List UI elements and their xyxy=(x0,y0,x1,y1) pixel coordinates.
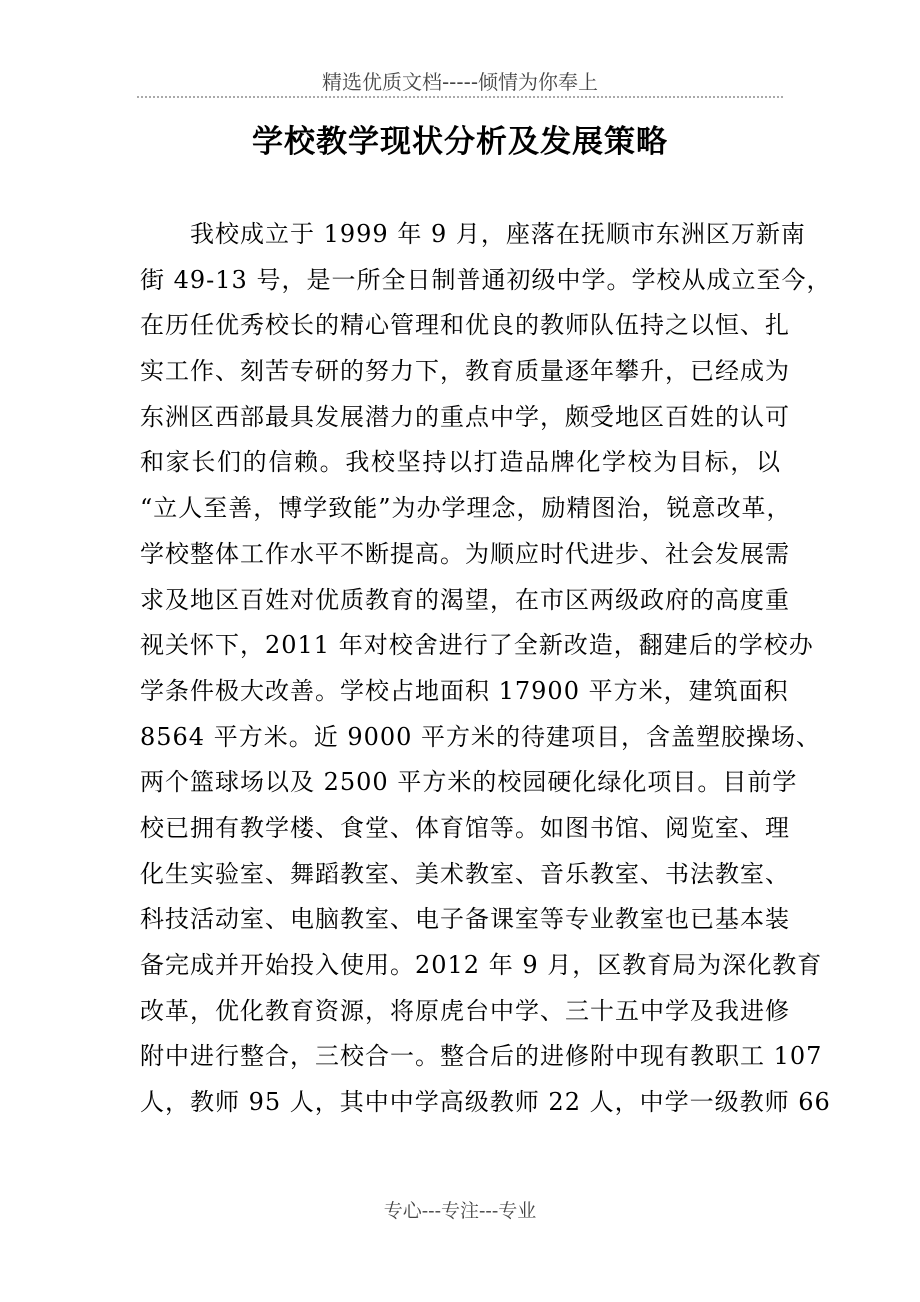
text-line: 视关怀下，2011 年对校舍进行了全新改造，翻建后的学校办 xyxy=(140,631,814,660)
text-line: 在历任优秀校长的精心管理和优良的教师队伍持之以恒、扎 xyxy=(140,311,790,340)
text-line: 科技活动室、电脑教室、电子备课室等专业教室也已基本装 xyxy=(140,905,790,934)
text-line: 两个篮球场以及 2500 平方米的校园硬化绿化项目。目前学 xyxy=(140,768,798,797)
text-line: 化生实验室、舞蹈教室、美术教室、音乐教室、书法教室、 xyxy=(140,859,790,888)
text-line: 求及地区百姓对优质教育的渴望，在市区两级政府的高度重 xyxy=(140,585,790,614)
text-line: 学校整体工作水平不断提高。为顺应时代进步、社会发展需 xyxy=(140,539,790,568)
text-line: 8564 平方米。近 9000 平方米的待建项目，含盖塑胶操场、 xyxy=(140,722,822,751)
text-line: 改革，优化教育资源，将原虎台中学、三十五中学及我进修 xyxy=(140,996,790,1025)
text-line: 和家长们的信赖。我校坚持以打造品牌化学校为目标，以 xyxy=(140,448,781,477)
text-line: 备完成并开始投入使用。2012 年 9 月，区教育局为深化教育 xyxy=(140,951,823,979)
text-line: 学条件极大改善。学校占地面积 17900 平方米，建筑面积 xyxy=(140,676,789,705)
text-line: “立人至善，博学致能”为办学理念，励精图治，锐意改革， xyxy=(140,494,792,523)
header-divider xyxy=(137,96,783,98)
text-line: 校已拥有教学楼、食堂、体育馆等。如图书馆、阅览室、理 xyxy=(140,813,790,842)
text-line: 我校成立于 1999 年 9 月，座落在抚顺市东洲区万新南 xyxy=(190,220,806,248)
page-footer: 专心---专注---专业 xyxy=(383,1200,537,1222)
body-paragraph xyxy=(140,212,832,1126)
page-header: 精选优质文档-----倾情为你奉上 xyxy=(321,70,599,94)
text-line: 街 49-13 号，是一所全日制普通初级中学。学校从成立至今， xyxy=(140,265,832,294)
text-line: 人，教师 95 人，其中中学高级教师 22 人，中学一级教师 66 xyxy=(140,1088,831,1117)
text-line: 实工作、刻苦专研的努力下，教育质量逐年攀升，已经成为 xyxy=(140,357,790,386)
document-title: 学校教学现状分析及发展策略 xyxy=(252,124,668,160)
text-line: 附中进行整合，三校合一。整合后的进修附中现有教职工 107 xyxy=(140,1042,823,1071)
text-line: 东洲区西部最具发展潜力的重点中学，颇受地区百姓的认可 xyxy=(140,402,790,431)
